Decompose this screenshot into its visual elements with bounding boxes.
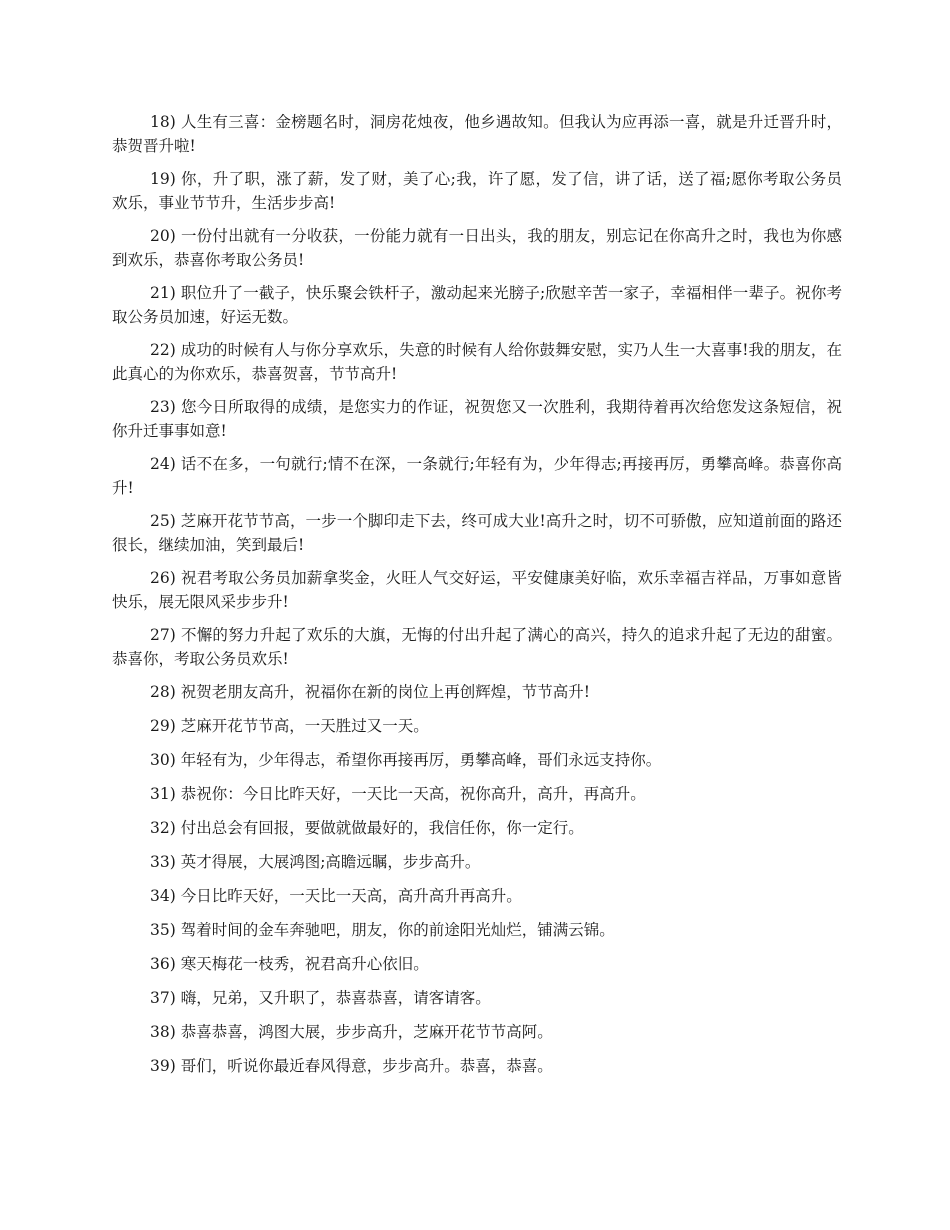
- document-body: [112, 110, 842, 1088]
- paragraph-27: 27) 不懈的努力升起了欢乐的大旗，无悔的付出升起了满心的高兴，持久的追求升起了无边的甜蜜。恭喜你，考取公务员欢乐!: [112, 626, 842, 668]
- paragraph-37: 37) 嗨，兄弟，又升职了，恭喜恭喜，请客请客。: [150, 989, 491, 1007]
- paragraph-26: 26) 祝君考取公务员加薪拿奖金，火旺人气交好运，平安健康美好临，欢乐幸福吉祥品，万事如意皆快乐，展无限风采步步升!: [112, 569, 842, 611]
- paragraph-36: 36) 寒天梅花一枝秀，祝君高升心依旧。: [150, 955, 429, 973]
- paragraph-32: 32) 付出总会有回报，要做就做最好的，我信任你，你一定行。: [150, 819, 584, 837]
- paragraph-31: 31) 恭祝你：今日比昨天好，一天比一天高，祝你高升，高升，再高升。: [150, 785, 646, 803]
- paragraph-21: 21) 职位升了一截子，快乐聚会铁杆子，激动起来光膀子;欣慰辛苦一家子，幸福相伴一辈子。祝你考取公务员加速，好运无数。: [112, 284, 842, 326]
- paragraph-22: 22) 成功的时候有人与你分享欢乐，失意的时候有人给你鼓舞安慰，实乃人生一大喜事!我的朋友，在此真心的为你欢乐，恭喜贺喜，节节高升!: [112, 341, 842, 383]
- paragraph-38: 38) 恭喜恭喜，鸿图大展，步步高升，芝麻开花节节高阿。: [150, 1023, 553, 1041]
- paragraph-23: 23) 您今日所取得的成绩，是您实力的作证，祝贺您又一次胜利，我期待着再次给您发这条短信，祝你升迁事事如意!: [112, 398, 842, 440]
- paragraph-33: 33) 英才得展，大展鸿图;高瞻远瞩，步步高升。: [150, 853, 481, 871]
- paragraph-25: 25) 芝麻开花节节高，一步一个脚印走下去，终可成大业!高升之时，切不可骄傲，应知道前面的路还很长，继续加油，笑到最后!: [112, 512, 842, 554]
- paragraph-24: 24) 话不在多，一句就行;情不在深，一条就行;年轻有为，少年得志;再接再厉，勇攀高峰。恭喜你高升!: [112, 455, 842, 497]
- paragraph-35: 35) 驾着时间的金车奔驰吧，朋友，你的前途阳光灿烂，铺满云锦。: [150, 921, 615, 939]
- paragraph-18: 18) 人生有三喜：金榜题名时，洞房花烛夜，他乡遇故知。但我认为应再添一喜，就是升迁晋升时，恭贺晋升啦!: [112, 113, 842, 155]
- paragraph-19: 19) 你，升了职，涨了薪，发了财，美了心;我，许了愿，发了信，讲了话，送了福;愿你考取公务员欢乐，事业节节升，生活步步高!: [112, 170, 842, 212]
- paragraph-20: 20) 一份付出就有一分收获，一份能力就有一日出头，我的朋友，别忘记在你高升之时，我也为你感到欢乐，恭喜你考取公务员!: [112, 227, 842, 269]
- paragraph-29: 29) 芝麻开花节节高，一天胜过又一天。: [150, 717, 429, 735]
- paragraph-39: 39) 哥们，听说你最近春风得意，步步高升。恭喜，恭喜。: [150, 1057, 553, 1075]
- paragraph-30: 30) 年轻有为，少年得志，希望你再接再厉，勇攀高峰，哥们永远支持你。: [150, 751, 662, 769]
- paragraph-34: 34) 今日比昨天好，一天比一天高，高升高升再高升。: [150, 887, 522, 905]
- paragraph-28: 28) 祝贺老朋友高升，祝福你在新的岗位上再创辉煌，节节高升!: [150, 683, 590, 701]
